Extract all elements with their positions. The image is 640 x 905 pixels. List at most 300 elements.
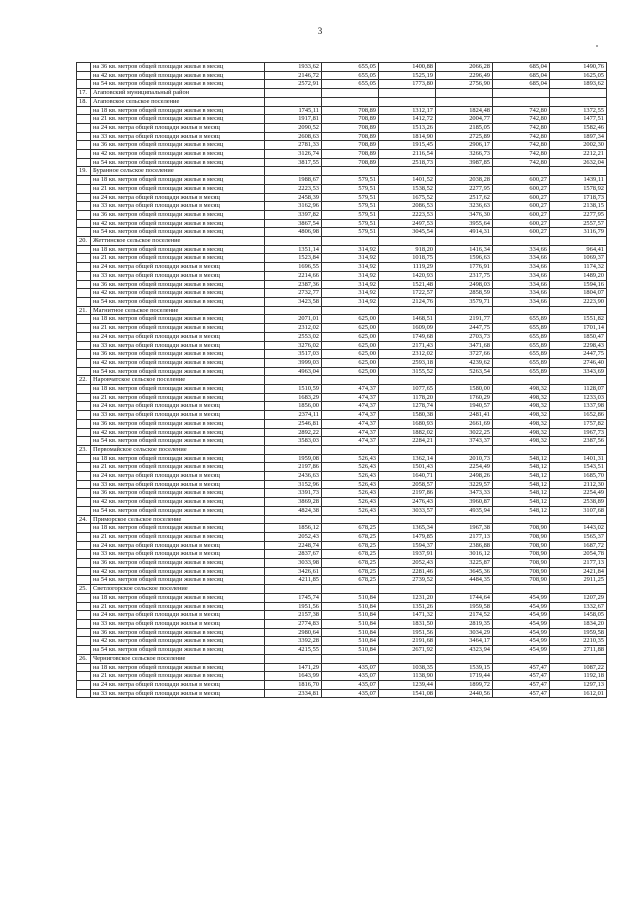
table-row [77, 593, 607, 602]
value-cell: 2210,35 [550, 637, 607, 646]
empty-cell [493, 167, 550, 176]
value-cell: 1400,88 [379, 63, 436, 72]
table-row [77, 680, 607, 689]
value-cell: 1580,38 [379, 411, 436, 420]
section-title-cell: Черниговское сельское поселение [91, 654, 265, 663]
value-cell: 4963,04 [265, 367, 322, 376]
value-cell: 708,89 [322, 106, 379, 115]
row-index-cell [77, 663, 91, 672]
section-title-cell: Первомайское сельское поселение [91, 445, 265, 454]
value-cell: 2312,02 [265, 324, 322, 333]
empty-cell [436, 585, 493, 594]
value-cell: 1882,02 [379, 428, 436, 437]
value-cell: 3392,28 [265, 637, 322, 646]
empty-cell [379, 167, 436, 176]
value-cell: 314,92 [322, 245, 379, 254]
value-cell: 742,80 [493, 123, 550, 132]
section-number-cell: 23. [77, 445, 91, 454]
row-label-cell: на 36 кв. метров общей площади жилья в месяц [91, 559, 265, 568]
value-cell: 1365,34 [379, 524, 436, 533]
empty-cell [322, 445, 379, 454]
row-index-cell [77, 550, 91, 559]
value-cell: 2177,13 [436, 532, 493, 541]
section-number-cell: 19. [77, 167, 91, 176]
value-cell: 2661,69 [436, 419, 493, 428]
value-cell: 1351,14 [265, 245, 322, 254]
value-cell: 1278,74 [379, 402, 436, 411]
value-cell: 1128,07 [550, 385, 607, 394]
table-row [77, 489, 607, 498]
row-label-cell: на 21 кв. метров общей площади жилья в месяц [91, 254, 265, 263]
row-label-cell: на 36 кв. метров общей площади жилья в месяц [91, 628, 265, 637]
row-index-cell [77, 184, 91, 193]
section-number-cell: 24. [77, 515, 91, 524]
value-cell: 1757,82 [550, 419, 607, 428]
empty-cell [550, 515, 607, 524]
value-cell: 1609,09 [379, 324, 436, 333]
value-cell: 655,89 [493, 358, 550, 367]
value-cell: 625,00 [322, 315, 379, 324]
value-cell: 1652,86 [550, 411, 607, 420]
table-row [77, 254, 607, 263]
row-label-cell: на 33 кв. метра общей площади жилья в месяц [91, 341, 265, 350]
value-cell: 2058,57 [379, 480, 436, 489]
value-cell: 1831,50 [379, 620, 436, 629]
value-cell: 678,25 [322, 524, 379, 533]
table-row [77, 350, 607, 359]
empty-cell [379, 237, 436, 246]
value-cell: 334,66 [493, 289, 550, 298]
value-cell: 1856,12 [265, 524, 322, 533]
value-cell: 1773,80 [379, 80, 436, 89]
value-cell: 2476,43 [379, 498, 436, 507]
empty-cell [436, 89, 493, 98]
value-cell: 579,51 [322, 219, 379, 228]
value-cell: 1685,70 [550, 472, 607, 481]
row-index-cell [77, 620, 91, 629]
row-index-cell [77, 150, 91, 159]
row-label-cell: на 21 кв. метров общей площади жилья в месяц [91, 532, 265, 541]
value-cell: 1933,62 [265, 63, 322, 72]
value-cell: 3034,29 [436, 628, 493, 637]
table-row [77, 358, 607, 367]
row-label-cell: на 42 кв. метров общей площади жилья в месяц [91, 428, 265, 437]
value-cell: 2572,91 [265, 80, 322, 89]
empty-cell [493, 654, 550, 663]
value-cell: 2312,02 [379, 350, 436, 359]
row-label-cell: на 42 кв. метров общей площади жилья в месяц [91, 71, 265, 80]
table-row [77, 672, 607, 681]
value-cell: 3276,02 [265, 341, 322, 350]
table-row [77, 219, 607, 228]
value-cell: 1893,62 [550, 80, 607, 89]
row-index-cell [77, 454, 91, 463]
value-cell: 1696,55 [265, 263, 322, 272]
value-cell: 3426,61 [265, 567, 322, 576]
table-row [77, 193, 607, 202]
row-label-cell: на 33 кв. метра общей площади жилья в месяц [91, 202, 265, 211]
table-row [77, 559, 607, 568]
value-cell: 2387,56 [550, 437, 607, 446]
value-cell: 1937,91 [379, 550, 436, 559]
value-cell: 2892,22 [265, 428, 322, 437]
section-title-cell: Жеттинское сельское поселение [91, 237, 265, 246]
value-cell: 655,89 [493, 341, 550, 350]
value-cell: 1489,20 [550, 271, 607, 280]
value-cell: 3960,87 [436, 498, 493, 507]
value-cell: 1207,29 [550, 593, 607, 602]
value-cell: 1988,67 [265, 176, 322, 185]
empty-cell [436, 97, 493, 106]
value-cell: 3869,28 [265, 498, 322, 507]
value-cell: 1038,35 [379, 663, 436, 672]
table-row [77, 324, 607, 333]
value-cell: 1513,26 [379, 123, 436, 132]
row-index-cell [77, 385, 91, 394]
value-cell: 2177,13 [550, 559, 607, 568]
value-cell: 678,25 [322, 532, 379, 541]
table-row [77, 106, 607, 115]
value-cell: 579,51 [322, 228, 379, 237]
table-row [77, 297, 607, 306]
row-label-cell: на 54 кв. метров общей площади жилья в месяц [91, 437, 265, 446]
table-row [77, 463, 607, 472]
value-cell: 2447,75 [550, 350, 607, 359]
value-cell: 2185,05 [436, 123, 493, 132]
value-cell: 1372,55 [550, 106, 607, 115]
section-header-row [77, 515, 607, 524]
row-label-cell: на 54 кв. метров общей площади жилья в месяц [91, 646, 265, 655]
table-row [77, 532, 607, 541]
value-cell: 2632,04 [550, 158, 607, 167]
value-cell: 334,66 [493, 297, 550, 306]
table-row [77, 385, 607, 394]
value-cell: 2086,53 [379, 202, 436, 211]
value-cell: 1675,52 [379, 193, 436, 202]
value-cell: 1856,00 [265, 402, 322, 411]
empty-cell [550, 585, 607, 594]
value-cell: 2071,01 [265, 315, 322, 324]
value-cell: 600,27 [493, 210, 550, 219]
section-header-row [77, 306, 607, 315]
table-row [77, 341, 607, 350]
empty-cell [436, 237, 493, 246]
value-cell: 2557,57 [550, 219, 607, 228]
value-cell: 2112,30 [550, 480, 607, 489]
value-cell: 625,00 [322, 367, 379, 376]
value-cell: 708,89 [322, 158, 379, 167]
value-cell: 435,07 [322, 680, 379, 689]
value-cell: 548,12 [493, 454, 550, 463]
table-row [77, 115, 607, 124]
value-cell: 2066,28 [436, 63, 493, 72]
value-cell: 4806,98 [265, 228, 322, 237]
value-cell: 2440,56 [436, 689, 493, 698]
value-cell: 454,99 [493, 620, 550, 629]
row-index-cell [77, 402, 91, 411]
value-cell: 1192,18 [550, 672, 607, 681]
section-header-row [77, 89, 607, 98]
value-cell: 510,84 [322, 611, 379, 620]
row-label-cell: на 24 кв. метра общей площади жилья в месяц [91, 541, 265, 550]
empty-cell [265, 97, 322, 106]
value-cell: 3471,68 [436, 341, 493, 350]
value-cell: 3517,03 [265, 350, 322, 359]
value-cell: 708,90 [493, 532, 550, 541]
value-cell: 708,90 [493, 541, 550, 550]
value-cell: 1521,48 [379, 280, 436, 289]
row-label-cell: на 54 кв. метров общей площади жилья в месяц [91, 506, 265, 515]
value-cell: 2725,89 [436, 132, 493, 141]
row-index-cell [77, 367, 91, 376]
value-cell: 1899,72 [436, 680, 493, 689]
value-cell: 2157,38 [265, 611, 322, 620]
section-number-cell: 20. [77, 237, 91, 246]
empty-cell [493, 237, 550, 246]
value-cell: 2298,43 [550, 341, 607, 350]
value-cell: 526,43 [322, 454, 379, 463]
row-index-cell [77, 263, 91, 272]
value-cell: 1744,64 [436, 593, 493, 602]
value-cell: 1776,91 [436, 263, 493, 272]
value-cell: 1233,03 [550, 393, 607, 402]
value-cell: 625,00 [322, 341, 379, 350]
value-cell: 1416,34 [436, 245, 493, 254]
table-row [77, 411, 607, 420]
row-label-cell: на 18 кв. метров общей площади жилья в месяц [91, 245, 265, 254]
empty-cell [493, 97, 550, 106]
value-cell: 678,25 [322, 576, 379, 585]
value-cell: 2498,03 [436, 280, 493, 289]
value-cell: 1640,71 [379, 472, 436, 481]
value-cell: 510,84 [322, 646, 379, 655]
value-cell: 918,20 [379, 245, 436, 254]
table-row [77, 576, 607, 585]
row-index-cell [77, 393, 91, 402]
value-cell: 435,07 [322, 689, 379, 698]
row-label-cell: на 18 кв. метров общей площади жилья в месяц [91, 385, 265, 394]
row-label-cell: на 21 кв. метров общей площади жилья в месяц [91, 602, 265, 611]
row-index-cell [77, 332, 91, 341]
value-cell: 498,32 [493, 437, 550, 446]
section-header-row [77, 237, 607, 246]
value-cell: 2191,77 [436, 315, 493, 324]
value-cell: 1580,00 [436, 385, 493, 394]
table-row [77, 611, 607, 620]
row-index-cell [77, 289, 91, 298]
value-cell: 510,84 [322, 593, 379, 602]
table-row [77, 332, 607, 341]
value-cell: 600,27 [493, 202, 550, 211]
value-cell: 625,00 [322, 332, 379, 341]
value-cell: 1543,51 [550, 463, 607, 472]
value-cell: 1745,74 [265, 593, 322, 602]
value-cell: 4824,38 [265, 506, 322, 515]
row-index-cell [77, 341, 91, 350]
value-cell: 2746,40 [550, 358, 607, 367]
row-label-cell: на 21 кв. метров общей площади жилья в месяц [91, 463, 265, 472]
value-cell: 334,66 [493, 271, 550, 280]
value-cell: 1458,05 [550, 611, 607, 620]
value-cell: 3225,87 [436, 559, 493, 568]
empty-cell [379, 445, 436, 454]
empty-cell [379, 97, 436, 106]
value-cell: 1069,37 [550, 254, 607, 263]
value-cell: 3999,03 [265, 358, 322, 367]
table-row [77, 271, 607, 280]
page-number: 3 [317, 26, 323, 36]
value-cell: 2421,84 [550, 567, 607, 576]
table-row [77, 245, 607, 254]
table-row [77, 480, 607, 489]
value-cell: 1077,65 [379, 385, 436, 394]
value-cell: 625,00 [322, 324, 379, 333]
value-cell: 2277,95 [550, 210, 607, 219]
value-cell: 655,89 [493, 350, 550, 359]
row-label-cell: на 33 кв. метра общей площади жилья в месяц [91, 620, 265, 629]
value-cell: 708,90 [493, 559, 550, 568]
section-title-cell: Наровчатское сельское поселение [91, 376, 265, 385]
value-cell: 1551,82 [550, 315, 607, 324]
value-cell: 2906,17 [436, 141, 493, 150]
value-cell: 1479,85 [379, 532, 436, 541]
value-cell: 498,32 [493, 411, 550, 420]
value-cell: 655,05 [322, 63, 379, 72]
value-cell: 1539,15 [436, 663, 493, 672]
empty-cell [379, 89, 436, 98]
value-cell: 742,80 [493, 158, 550, 167]
table-row [77, 602, 607, 611]
value-cell: 526,43 [322, 463, 379, 472]
row-index-cell [77, 532, 91, 541]
value-cell: 1680,93 [379, 419, 436, 428]
value-cell: 579,51 [322, 176, 379, 185]
value-cell: 548,12 [493, 489, 550, 498]
value-cell: 708,89 [322, 141, 379, 150]
empty-cell [322, 97, 379, 106]
empty-cell [322, 89, 379, 98]
table-row [77, 228, 607, 237]
value-cell: 2517,62 [436, 193, 493, 202]
value-cell: 3391,73 [265, 489, 322, 498]
value-cell: 2837,67 [265, 550, 322, 559]
value-cell: 5263,54 [436, 367, 493, 376]
row-label-cell: на 54 кв. метров общей площади жилья в месяц [91, 80, 265, 89]
value-cell: 1816,70 [265, 680, 322, 689]
row-label-cell: на 24 кв. метра общей площади жилья в месяц [91, 332, 265, 341]
table-row [77, 454, 607, 463]
row-index-cell [77, 611, 91, 620]
empty-cell [493, 89, 550, 98]
value-cell: 4239,62 [436, 358, 493, 367]
table-row [77, 524, 607, 533]
value-cell: 708,89 [322, 150, 379, 159]
value-cell: 964,41 [550, 245, 607, 254]
value-cell: 1565,37 [550, 532, 607, 541]
value-cell: 742,80 [493, 150, 550, 159]
value-cell: 2774,83 [265, 620, 322, 629]
row-index-cell [77, 350, 91, 359]
row-index-cell [77, 419, 91, 428]
empty-cell [436, 376, 493, 385]
empty-cell [493, 585, 550, 594]
row-index-cell [77, 158, 91, 167]
table-row [77, 550, 607, 559]
value-cell: 685,04 [493, 63, 550, 72]
value-cell: 1594,37 [379, 541, 436, 550]
value-cell: 510,84 [322, 628, 379, 637]
value-cell: 1119,29 [379, 263, 436, 272]
value-cell: 2781,33 [265, 141, 322, 150]
value-cell: 708,90 [493, 524, 550, 533]
value-cell: 2447,75 [436, 324, 493, 333]
row-label-cell: на 36 кв. метров общей площади жилья в месяц [91, 141, 265, 150]
row-label-cell: на 24 кв. метра общей площади жилья в месяц [91, 193, 265, 202]
value-cell: 1138,90 [379, 672, 436, 681]
table-row [77, 289, 607, 298]
value-cell: 600,27 [493, 176, 550, 185]
table-row [77, 637, 607, 646]
row-label-cell: на 54 кв. метров общей площади жилья в месяц [91, 297, 265, 306]
row-label-cell: на 54 кв. метров общей площади жилья в месяц [91, 158, 265, 167]
value-cell: 474,37 [322, 402, 379, 411]
value-cell: 1850,47 [550, 332, 607, 341]
table-row [77, 567, 607, 576]
row-index-cell [77, 637, 91, 646]
row-label-cell: на 18 кв. метров общей площади жилья в месяц [91, 106, 265, 115]
value-cell: 2004,77 [436, 115, 493, 124]
row-index-cell [77, 437, 91, 446]
value-cell: 1538,52 [379, 184, 436, 193]
value-cell: 3473,33 [436, 489, 493, 498]
tariff-table [76, 62, 607, 698]
value-cell: 1297,13 [550, 680, 607, 689]
value-cell: 2497,53 [379, 219, 436, 228]
table-row [77, 367, 607, 376]
value-cell: 454,99 [493, 593, 550, 602]
value-cell: 3266,73 [436, 150, 493, 159]
row-label-cell: на 36 кв. метров общей площади жилья в месяц [91, 210, 265, 219]
value-cell: 1525,19 [379, 71, 436, 80]
value-cell: 3229,57 [436, 480, 493, 489]
row-index-cell [77, 123, 91, 132]
empty-cell [379, 306, 436, 315]
value-cell: 3126,74 [265, 150, 322, 159]
value-cell: 3236,63 [436, 202, 493, 211]
value-cell: 334,66 [493, 263, 550, 272]
value-cell: 2458,39 [265, 193, 322, 202]
value-cell: 548,12 [493, 506, 550, 515]
table-row [77, 80, 607, 89]
value-cell: 1401,52 [379, 176, 436, 185]
value-cell: 678,25 [322, 559, 379, 568]
value-cell: 526,43 [322, 506, 379, 515]
value-cell: 1477,51 [550, 115, 607, 124]
value-cell: 2732,77 [265, 289, 322, 298]
value-cell: 1959,08 [265, 454, 322, 463]
row-label-cell: на 18 кв. метров общей площади жилья в месяц [91, 663, 265, 672]
value-cell: 3016,12 [436, 550, 493, 559]
table-row [77, 123, 607, 132]
table-row [77, 663, 607, 672]
value-cell: 1834,20 [550, 620, 607, 629]
empty-cell [436, 306, 493, 315]
value-cell: 1897,34 [550, 132, 607, 141]
value-cell: 2090,52 [265, 123, 322, 132]
value-cell: 510,84 [322, 637, 379, 646]
value-cell: 742,80 [493, 106, 550, 115]
value-cell: 655,89 [493, 332, 550, 341]
